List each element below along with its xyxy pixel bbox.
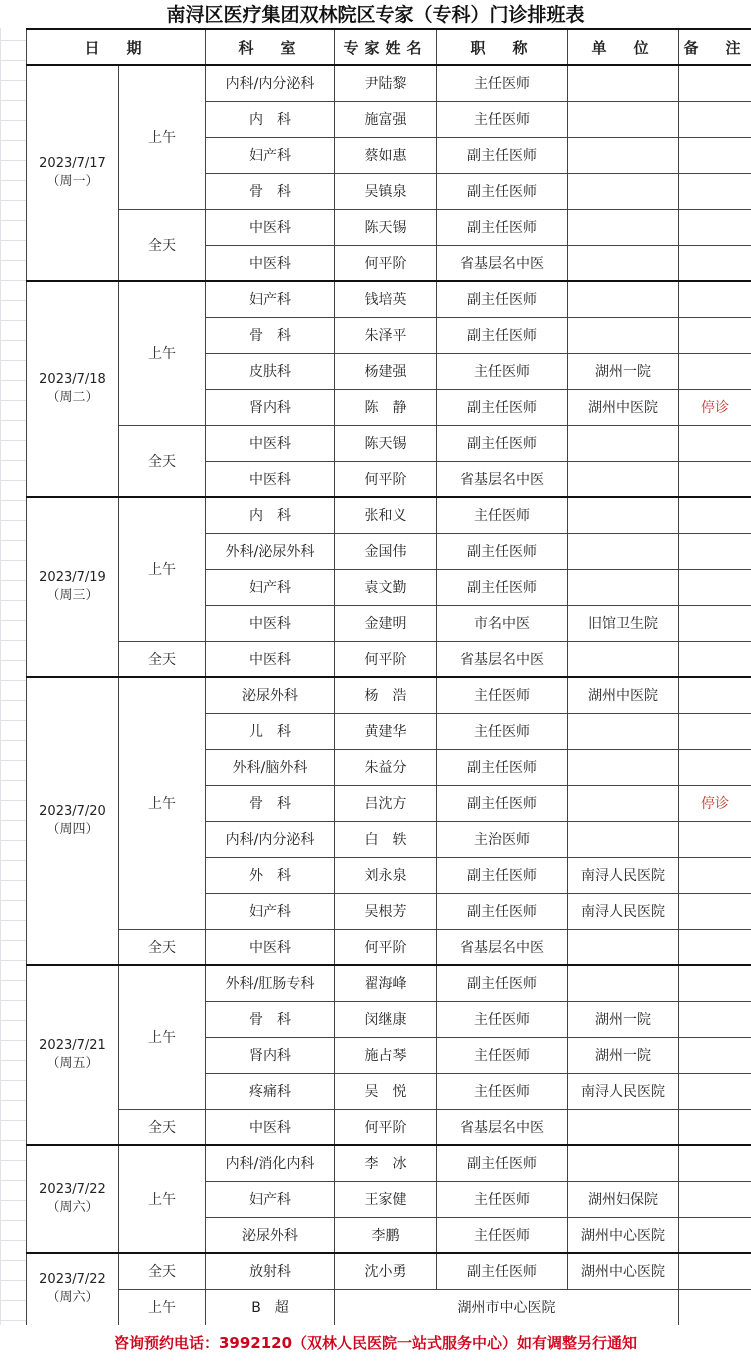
remark-cell (679, 1289, 751, 1325)
table-row (27, 965, 751, 1001)
date-value: 2023/7/21 (39, 1038, 106, 1053)
unit-cell (568, 1145, 679, 1181)
doctor-cell: 张和义 (335, 497, 437, 533)
doctor-cell: 翟海峰 (335, 965, 437, 1001)
remark-cell (679, 1145, 751, 1181)
doctor-cell: 金建明 (335, 605, 437, 641)
title-cell: 副主任医师 (437, 569, 568, 605)
table-row (27, 497, 751, 533)
date-value: 2023/7/18 (39, 372, 106, 387)
department-cell: 泌尿外科 (206, 1217, 335, 1253)
department-cell: 妇产科 (206, 893, 335, 929)
department-cell: 中医科 (206, 209, 335, 245)
table-row (27, 641, 751, 677)
doctor-cell: 陈 静 (335, 389, 437, 425)
title-cell: 省基层名中医 (437, 641, 568, 677)
date-cell (27, 281, 119, 497)
doctor-cell: 吴根芳 (335, 893, 437, 929)
date-cell (27, 497, 119, 677)
remark-cell (679, 209, 751, 245)
title-cell: 副主任医师 (437, 749, 568, 785)
header-date: 日 期 (27, 29, 206, 65)
remark-cell (679, 101, 751, 137)
title-cell: 主任医师 (437, 353, 568, 389)
remark-cell: 停诊 (679, 785, 751, 821)
doctor-cell: 施富强 (335, 101, 437, 137)
unit-cell (568, 821, 679, 857)
unit-cell (568, 65, 679, 101)
department-cell: 内 科 (206, 101, 335, 137)
table-row (27, 1145, 751, 1181)
unit-cell (568, 461, 679, 497)
title-cell: 副主任医师 (437, 965, 568, 1001)
department-cell: 中医科 (206, 641, 335, 677)
remark-cell (679, 1181, 751, 1217)
title-cell: 市名中医 (437, 605, 568, 641)
department-cell: B 超 (206, 1289, 335, 1325)
unit-cell (568, 641, 679, 677)
title-cell: 省基层名中医 (437, 1109, 568, 1145)
unit-cell: 湖州中心医院 (568, 1253, 679, 1289)
unit-cell (568, 245, 679, 281)
doctor-cell: 刘永泉 (335, 857, 437, 893)
remark-cell (679, 857, 751, 893)
title-cell: 主任医师 (437, 1217, 568, 1253)
department-cell: 骨 科 (206, 785, 335, 821)
title-cell: 主任医师 (437, 677, 568, 713)
unit-cell (568, 713, 679, 749)
table-row (27, 65, 751, 101)
title-cell: 主任医师 (437, 1181, 568, 1217)
weekday-value: （周三） (46, 588, 99, 603)
doctor-cell: 尹陆黎 (335, 65, 437, 101)
title-cell: 副主任医师 (437, 893, 568, 929)
table-row (27, 1253, 751, 1289)
schedule-body (27, 65, 751, 1325)
remark-cell (679, 569, 751, 605)
doctor-cell: 杨建强 (335, 353, 437, 389)
unit-cell: 南浔人民医院 (568, 857, 679, 893)
contact-footer: 咨询预约电话：3992120（双林人民医院一站式服务中心）如有调整另行通知 (0, 1325, 751, 1361)
unit-cell (568, 209, 679, 245)
remark-cell (679, 677, 751, 713)
date-cell (27, 65, 119, 281)
remark-cell (679, 749, 751, 785)
title-cell: 省基层名中医 (437, 245, 568, 281)
doctor-cell: 何平阶 (335, 245, 437, 281)
remark-cell (679, 1253, 751, 1289)
department-cell: 肾内科 (206, 1037, 335, 1073)
period-cell: 全天 (119, 641, 206, 677)
header-remark: 备 注 (679, 29, 751, 65)
remark-cell (679, 317, 751, 353)
unit-cell (568, 317, 679, 353)
date-cell (27, 965, 119, 1145)
remark-cell (679, 605, 751, 641)
title-cell: 主任医师 (437, 1073, 568, 1109)
unit-cell: 湖州妇保院 (568, 1181, 679, 1217)
doctor-cell: 李 冰 (335, 1145, 437, 1181)
date-cell (27, 677, 119, 965)
unit-cell (568, 497, 679, 533)
title-cell: 副主任医师 (437, 173, 568, 209)
unit-cell (568, 965, 679, 1001)
remark-cell (679, 461, 751, 497)
department-cell: 外 科 (206, 857, 335, 893)
date-value: 2023/7/19 (39, 570, 106, 585)
doctor-cell: 吕沈方 (335, 785, 437, 821)
table-row (27, 281, 751, 317)
unit-cell (568, 749, 679, 785)
department-cell: 皮肤科 (206, 353, 335, 389)
remark-cell (679, 497, 751, 533)
unit-cell (568, 137, 679, 173)
department-cell: 外科/肛肠专科 (206, 965, 335, 1001)
weekday-value: （周二） (46, 390, 99, 405)
period-cell: 全天 (119, 929, 206, 965)
unit-cell: 湖州一院 (568, 353, 679, 389)
unit-cell: 湖州一院 (568, 1001, 679, 1037)
table-row (27, 1109, 751, 1145)
header-unit: 单 位 (568, 29, 679, 65)
unit-cell (568, 101, 679, 137)
date-value: 2023/7/22 (39, 1272, 106, 1288)
doctor-cell: 朱益分 (335, 749, 437, 785)
department-cell: 中医科 (206, 461, 335, 497)
unit-cell (568, 281, 679, 317)
header-department: 科 室 (206, 29, 335, 65)
department-cell: 泌尿外科 (206, 677, 335, 713)
period-cell: 上午 (119, 965, 206, 1109)
remark-cell (679, 821, 751, 857)
doctor-cell: 何平阶 (335, 929, 437, 965)
remark-cell (679, 173, 751, 209)
department-cell: 妇产科 (206, 1181, 335, 1217)
unit-cell (568, 785, 679, 821)
department-cell: 中医科 (206, 245, 335, 281)
remark-cell (679, 965, 751, 1001)
page-title: 南浔区医疗集团双林院区专家（专科）门诊排班表 (0, 0, 751, 28)
department-cell: 肾内科 (206, 389, 335, 425)
weekday-value: （周四） (46, 822, 99, 837)
unit-cell: 湖州中医院 (568, 389, 679, 425)
remark-cell (679, 137, 751, 173)
title-cell: 副主任医师 (437, 533, 568, 569)
department-cell: 中医科 (206, 929, 335, 965)
unit-cell: 湖州中医院 (568, 677, 679, 713)
doctor-cell: 王家健 (335, 1181, 437, 1217)
title-cell: 主治医师 (437, 821, 568, 857)
remark-cell (679, 65, 751, 101)
department-cell: 中医科 (206, 425, 335, 461)
unit-cell (568, 173, 679, 209)
weekday-value: （周一） (46, 174, 99, 189)
unit-cell (568, 569, 679, 605)
unit-cell (568, 929, 679, 965)
doctor-cell: 杨 浩 (335, 677, 437, 713)
department-cell: 中医科 (206, 1109, 335, 1145)
doctor-cell: 李鹏 (335, 1217, 437, 1253)
title-cell: 副主任医师 (437, 857, 568, 893)
doctor-cell: 闵继康 (335, 1001, 437, 1037)
title-cell: 主任医师 (437, 713, 568, 749)
department-cell: 妇产科 (206, 569, 335, 605)
remark-cell (679, 1001, 751, 1037)
date-cell (27, 1145, 119, 1253)
date-value: 2023/7/17 (39, 156, 106, 171)
period-cell: 全天 (119, 209, 206, 281)
merged-unit-cell: 湖州市中心医院 (335, 1289, 679, 1325)
title-cell: 副主任医师 (437, 1253, 568, 1289)
doctor-cell: 蔡如惠 (335, 137, 437, 173)
title-cell: 副主任医师 (437, 317, 568, 353)
doctor-cell: 金国伟 (335, 533, 437, 569)
department-cell: 疼痛科 (206, 1073, 335, 1109)
title-cell: 副主任医师 (437, 281, 568, 317)
department-cell: 外科/脑外科 (206, 749, 335, 785)
title-cell: 主任医师 (437, 65, 568, 101)
title-cell: 主任医师 (437, 101, 568, 137)
doctor-cell: 吴镇泉 (335, 173, 437, 209)
doctor-cell: 朱泽平 (335, 317, 437, 353)
remark-cell (679, 425, 751, 461)
unit-cell: 南浔人民医院 (568, 893, 679, 929)
remark-cell (679, 1217, 751, 1253)
unit-cell (568, 425, 679, 461)
remark-cell (679, 1037, 751, 1073)
doctor-cell: 钱培英 (335, 281, 437, 317)
department-cell: 骨 科 (206, 317, 335, 353)
department-cell: 内科/内分泌科 (206, 65, 335, 101)
department-cell: 中医科 (206, 605, 335, 641)
header-doctor: 专家姓名 (335, 29, 437, 65)
unit-cell (568, 1109, 679, 1145)
remark-cell (679, 1073, 751, 1109)
schedule-table (26, 28, 751, 1326)
doctor-cell: 白 轶 (335, 821, 437, 857)
department-cell: 内 科 (206, 497, 335, 533)
header-row (27, 29, 751, 65)
table-row (27, 677, 751, 713)
period-cell: 上午 (119, 1289, 206, 1325)
doctor-cell: 袁文勤 (335, 569, 437, 605)
remark-cell (679, 1109, 751, 1145)
table-row (27, 929, 751, 965)
period-cell: 上午 (119, 65, 206, 209)
remark-cell (679, 353, 751, 389)
doctor-cell: 陈天锡 (335, 209, 437, 245)
unit-cell: 湖州中心医院 (568, 1217, 679, 1253)
date-cell (27, 1253, 119, 1325)
remark-cell (679, 713, 751, 749)
doctor-cell: 吴 悦 (335, 1073, 437, 1109)
doctor-cell: 陈天锡 (335, 425, 437, 461)
title-cell: 省基层名中医 (437, 929, 568, 965)
doctor-cell: 何平阶 (335, 1109, 437, 1145)
weekday-value: （周六） (46, 1200, 99, 1215)
table-row (27, 425, 751, 461)
period-cell: 上午 (119, 1145, 206, 1253)
title-cell: 主任医师 (437, 1037, 568, 1073)
remark-cell (679, 641, 751, 677)
title-cell: 副主任医师 (437, 389, 568, 425)
department-cell: 妇产科 (206, 281, 335, 317)
department-cell: 骨 科 (206, 1001, 335, 1037)
period-cell: 上午 (119, 677, 206, 929)
period-cell: 全天 (119, 1109, 206, 1145)
title-cell: 副主任医师 (437, 1145, 568, 1181)
title-cell: 主任医师 (437, 497, 568, 533)
header-title: 职 称 (437, 29, 568, 65)
title-cell: 副主任医师 (437, 137, 568, 173)
remark-cell (679, 533, 751, 569)
department-cell: 外科/泌尿外科 (206, 533, 335, 569)
remark-cell (679, 281, 751, 317)
doctor-cell: 施占琴 (335, 1037, 437, 1073)
period-cell: 全天 (119, 1253, 206, 1289)
doctor-cell: 何平阶 (335, 641, 437, 677)
weekday-value: （周六） (46, 1290, 99, 1306)
period-cell: 全天 (119, 425, 206, 497)
unit-cell: 湖州一院 (568, 1037, 679, 1073)
table-row (27, 1289, 751, 1325)
department-cell: 内科/内分泌科 (206, 821, 335, 857)
period-cell: 上午 (119, 281, 206, 425)
title-cell: 副主任医师 (437, 785, 568, 821)
department-cell: 儿 科 (206, 713, 335, 749)
remark-cell (679, 893, 751, 929)
department-cell: 放射科 (206, 1253, 335, 1289)
period-cell: 上午 (119, 497, 206, 641)
title-cell: 副主任医师 (437, 209, 568, 245)
doctor-cell: 黄建华 (335, 713, 437, 749)
department-cell: 骨 科 (206, 173, 335, 209)
title-cell: 省基层名中医 (437, 461, 568, 497)
date-value: 2023/7/22 (39, 1182, 106, 1197)
department-cell: 内科/消化内科 (206, 1145, 335, 1181)
remark-cell (679, 929, 751, 965)
doctor-cell: 沈小勇 (335, 1253, 437, 1289)
title-cell: 主任医师 (437, 1001, 568, 1037)
weekday-value: （周五） (46, 1056, 99, 1071)
date-value: 2023/7/20 (39, 804, 106, 819)
unit-cell (568, 533, 679, 569)
remark-cell (679, 245, 751, 281)
doctor-cell: 何平阶 (335, 461, 437, 497)
department-cell: 妇产科 (206, 137, 335, 173)
unit-cell: 旧馆卫生院 (568, 605, 679, 641)
title-cell: 副主任医师 (437, 425, 568, 461)
table-row (27, 209, 751, 245)
unit-cell: 南浔人民医院 (568, 1073, 679, 1109)
remark-cell: 停诊 (679, 389, 751, 425)
